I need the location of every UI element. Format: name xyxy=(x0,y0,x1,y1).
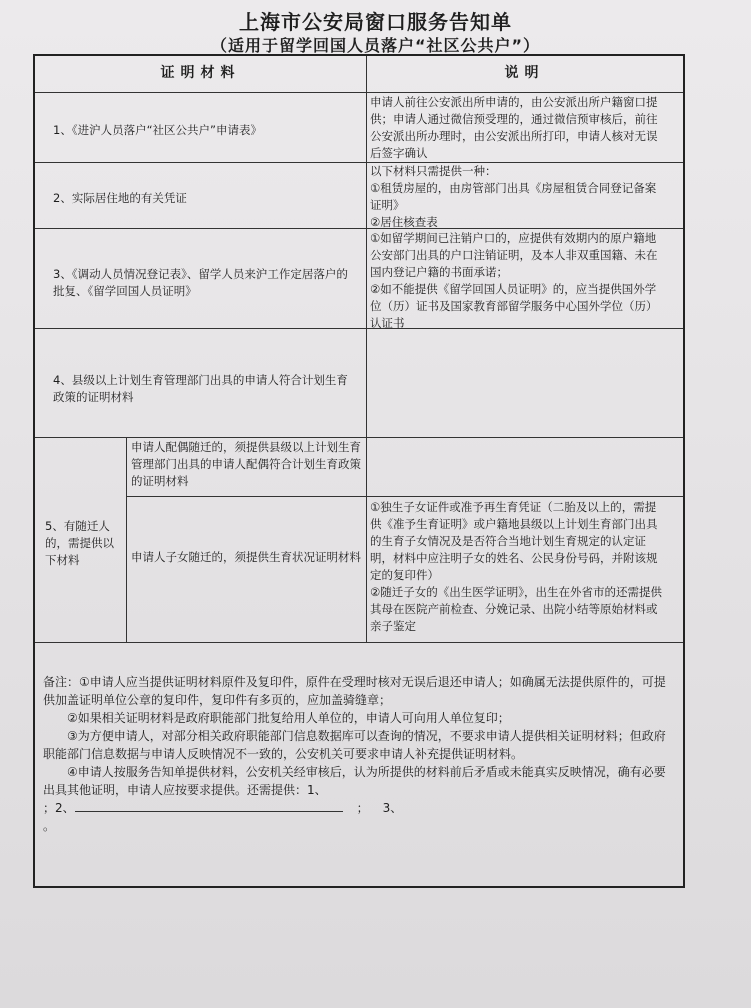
row2-note-line: ①租赁房屋的，由房管部门出具《房屋租赁合同登记备案证明》 xyxy=(370,181,657,212)
fill-blank-2[interactable] xyxy=(75,799,343,812)
row5b-note-line: ①独生子女证件或准予再生育凭证（二胎及以上的，需提供《准予生育证明》或户籍地县级以上计划生育部门出具的生育子女情况及是否符合当地计划生育规定的认定证明，材料中应注明子女的姓名、公民身份号码，并附该规定的复印件） xyxy=(370,500,658,582)
row-divider xyxy=(35,642,683,643)
fill-suffix: 3、 xyxy=(382,801,403,815)
row5b-note-line: ②随迁子女的《出生医学证明》，出生在外省市的还需提供其母在医院产前检查、分娩记录、出院小结等原始材料或亲子鉴定 xyxy=(370,585,663,633)
row2-note-line: ②居住核查表 xyxy=(370,215,438,229)
row3-note-line: ②如不能提供《留学回国人员证明》的，应当提供国外学位（历）证书及国家教育部留学服务中心国外学位（历）认证书 xyxy=(370,282,658,330)
remark-end: 。 xyxy=(43,819,56,833)
row2-note xyxy=(370,163,666,231)
column-divider xyxy=(366,56,367,642)
row-divider xyxy=(35,92,683,93)
row1-note: 申请人前往公安派出所申请的，由公安派出所户籍窗口提供；申请人通过微信预受理的，通过微信预审核后，前往公安派出所办理时，由公安派出所打印，申请人核对无误后签字确认 xyxy=(370,95,658,160)
row5-material: 5、有随迁人的，需提供以下材料 xyxy=(45,519,114,567)
row2-material: 2、实际居住地的有关凭证 xyxy=(53,191,187,205)
row-divider xyxy=(35,437,683,438)
fill-prefix: ；2、 xyxy=(43,801,75,815)
fill-separator: ； xyxy=(356,801,369,815)
header-notes: 说明 xyxy=(504,65,545,81)
remark-2: ②如果相关证明材料是政府职能部门批复给用人单位的，申请人可向用人单位复印； xyxy=(67,711,510,725)
notice-form xyxy=(33,54,685,888)
header-materials: 证明材料 xyxy=(160,65,241,81)
row3-note xyxy=(370,230,666,332)
row3-note-line: ①如留学期间已注销户口的，应提供有效期内的原户籍地公安部门出具的户口注销证明，及本人非双重国籍、未在国内登记户籍的书面承诺； xyxy=(370,231,658,279)
sub-column-divider xyxy=(126,437,127,642)
page-subtitle: （适用于留学回国人员落户“社区公共户”） xyxy=(210,36,541,55)
page-title: 上海市公安局窗口服务告知单 xyxy=(239,10,512,34)
remarks-section xyxy=(43,673,673,835)
row4-material: 4、县级以上计划生育管理部门出具的申请人符合计划生育政策的证明材料 xyxy=(53,373,348,404)
remark-1: 备注：①申请人应当提供证明材料原件及复印件，原件在受理时核对无误后退还申请人；如确属无法提供原件的，可提供加盖证明单位公章的复印件，复印件有多页的，应加盖骑缝章； xyxy=(43,675,666,707)
remark-4: ④申请人按服务告知单提供材料，公安机关经审核后，认为所提供的材料前后矛盾或未能真实反映情况，确有必要出具其他证明，申请人应按要求提供。还需提供：1、 xyxy=(43,765,666,797)
remark-3: ③为方便申请人，对部分相关政府职能部门信息数据库可以查询的情况，不要求申请人提供相关证明材料；但政府职能部门信息数据与申请人反映情况不一致的，公安机关可要求申请人补充提供证明材料。 xyxy=(43,729,666,761)
row2-note-line: 以下材料只需提供一种： xyxy=(370,164,497,178)
row3-material: 3、《调动人员情况登记表》、留学人员来沪工作定居落户的批复、《留学回国人员证明》 xyxy=(53,267,348,298)
row5b-material: 申请人子女随迁的，须提供生育状况证明材料 xyxy=(131,550,361,564)
row1-material: 1、《进沪人员落户“社区公共户”申请表》 xyxy=(53,123,262,137)
remark-fill-line xyxy=(43,799,673,817)
row5a-material: 申请人配偶随迁的，须提供县级以上计划生育管理部门出具的申请人配偶符合计划生育政策的证明材料 xyxy=(131,440,361,488)
row5b-note xyxy=(370,499,666,635)
row-divider xyxy=(126,496,683,497)
